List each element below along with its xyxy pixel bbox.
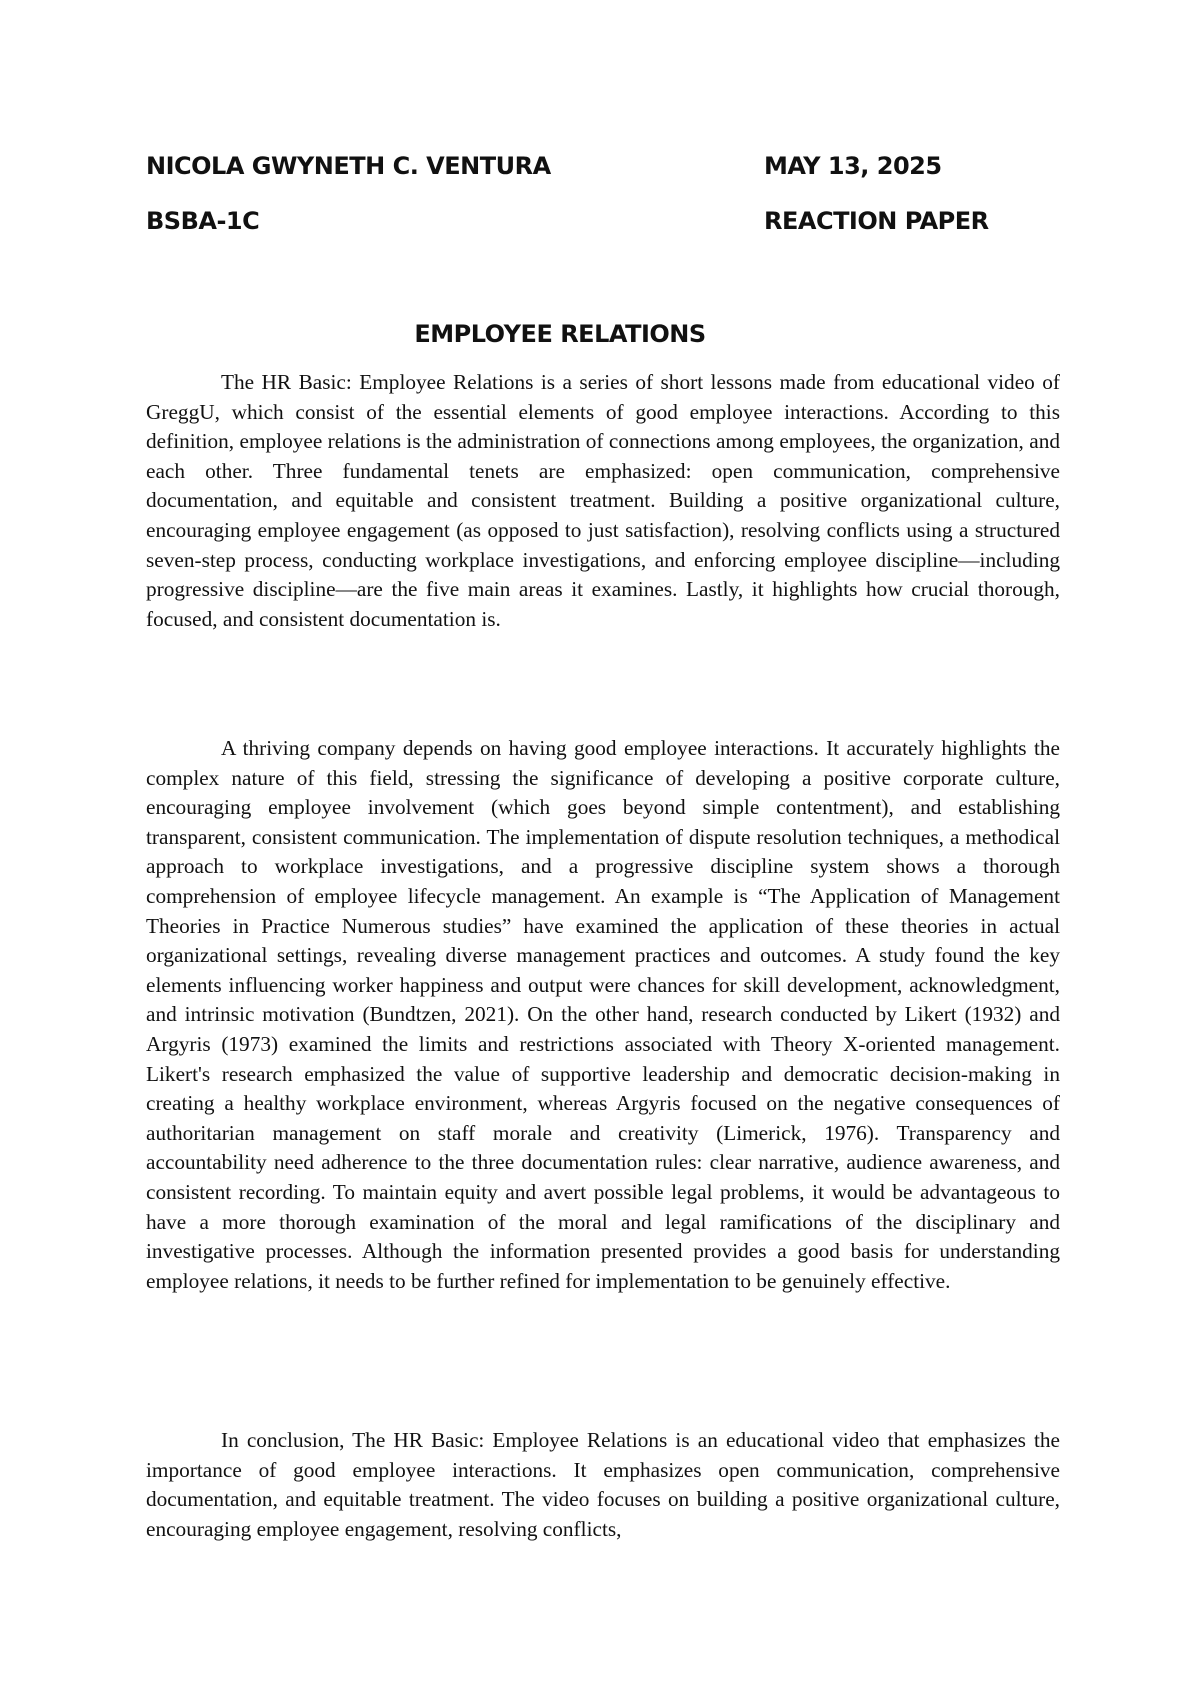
paper-date: MAY 13, 2025 bbox=[764, 152, 942, 180]
author-name: NICOLA GWYNETH C. VENTURA bbox=[146, 152, 551, 180]
paragraph-text: A thriving company depends on having good employee interactions. It accurately highlights the complex nature of this field, stressing the significance of developing a positive corporate culture, encouraging employee involvement (which goes beyond simple contentment), and establishing transparent, consistent communication. The implementation of dispute resolution techniques, a methodical approach to workplace investigations, and a progressive discipline system shows a thorough comprehension of employee lifecycle management. An example is “The Application of Management Theories in Practice Numerous studies” have examined the application of these theories in actual organizational settings, revealing diverse management practices and outcomes. A study found the key elements influencing worker happiness and output were chances for skill development, acknowledgment, and intrinsic motivation (Bundtzen, 2021). On the other hand, research conducted by Likert (1932) and Argyris (1973) examined the limits and restrictions associated with Theory X-oriented management. Likert's research emphasized the value of supportive leadership and democratic decision-making in creating a healthy workplace environment, whereas Argyris focused on the negative consequences of authoritarian management on staff morale and creativity (Limerick, 1976). Transparency and accountability need adherence to the three documentation rules: clear narrative, audience awareness, and consistent recording. To maintain equity and avert possible legal problems, it would be advantageous to have a more thorough examination of the moral and legal ramifications of the disciplinary and investigative processes. Although the information presented provides a good basis for understanding employee relations, it needs to be further refined for implementation to be genuinely effective. bbox=[146, 736, 1060, 1293]
paragraph-2 bbox=[146, 734, 1060, 1296]
course-section: BSBA-1C bbox=[146, 207, 260, 235]
paragraph-3 bbox=[146, 1426, 1060, 1544]
document-type: REACTION PAPER bbox=[764, 207, 989, 235]
paragraph-text: In conclusion, The HR Basic: Employee Relations is an educational video that emphasizes the importance of good employee interactions. It emphasizes open communication, comprehensive documentation, and equitable treatment. The video focuses on building a positive organizational culture, encouraging employee engagement, resolving conflicts, bbox=[146, 1428, 1060, 1541]
paragraph-1 bbox=[146, 368, 1060, 634]
paper-title: EMPLOYEE RELATIONS bbox=[414, 320, 706, 348]
paragraph-text: The HR Basic: Employee Relations is a series of short lessons made from educational video of GreggU, which consist of the essential elements of good employee interactions. According to this definition, employee relations is the administration of connections among employees, the organization, and each other. Three fundamental tenets are emphasized: open communication, comprehensive documentation, and equitable and consistent treatment. Building a positive organizational culture, encouraging employee engagement (as opposed to just satisfaction), resolving conflicts using a structured seven-step process, conducting workplace investigations, and enforcing employee discipline—including progressive discipline—are the five main areas it examines. Lastly, it highlights how crucial thorough, focused, and consistent documentation is. bbox=[146, 370, 1060, 631]
